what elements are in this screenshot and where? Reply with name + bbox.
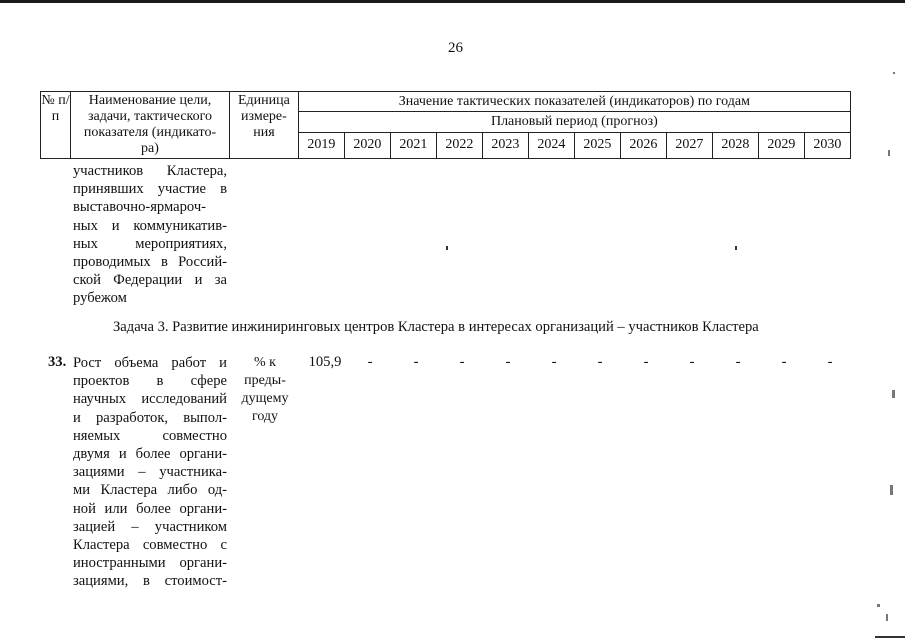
year-2026: 2026 (620, 132, 666, 158)
unit-line: году (251, 409, 279, 424)
scan-speck (886, 614, 888, 621)
text-line: проектов в сфере (73, 373, 227, 390)
continued-indicator-name (73, 162, 227, 308)
header-values-title: Значение тактических показателей (индикаторов) по годам (298, 92, 850, 112)
header-number (41, 92, 71, 159)
scan-speck (877, 604, 880, 607)
text-line: Кластера совместно с (73, 537, 227, 554)
text-line: ных мероприятиях, (73, 235, 227, 252)
row-33-value-2023: - (505, 354, 511, 370)
year-2027: 2027 (666, 132, 712, 158)
scan-mark (446, 246, 448, 250)
text-line: няемых совместно (73, 427, 227, 444)
header-number-label: № п/п (41, 93, 70, 124)
unit-line: % к (254, 355, 276, 370)
year-2020: 2020 (344, 132, 390, 158)
year-2021: 2021 (390, 132, 436, 158)
row-33-value-2026: - (643, 354, 649, 370)
header-name-label: Наименование цели, задачи, тактического показателя (индикато-ра) (83, 93, 217, 156)
text-line: выставочно-ярмароч- (73, 199, 207, 216)
year-2028: 2028 (712, 132, 758, 158)
scan-speck (875, 636, 905, 638)
text-line: ных и коммуникатив- (73, 217, 227, 234)
text-line: иностранными органи- (73, 555, 227, 572)
year-2019: 2019 (298, 132, 344, 158)
row-33-value-2021: - (413, 354, 419, 370)
text-line: принявших участие в (73, 181, 227, 198)
row-33-indicator-name (73, 354, 227, 591)
text-line: зациями – участника- (73, 464, 227, 481)
year-2030: 2030 (804, 132, 850, 158)
unit-line: дущему (241, 391, 289, 406)
text-line: ми Кластера либо од- (73, 482, 227, 499)
row-33-value-2029: - (781, 354, 787, 370)
scan-speck (888, 150, 890, 156)
scan-speck (890, 485, 893, 495)
row-33-value-2024: - (551, 354, 557, 370)
text-line: зацией – участником (73, 518, 227, 535)
row-33-value-2022: - (459, 354, 465, 370)
year-2025: 2025 (574, 132, 620, 158)
row-33-value-2030: - (827, 354, 833, 370)
row-33-value-2019: 105,9 (308, 354, 342, 370)
row-33-value-2025: - (597, 354, 603, 370)
text-line: двумя и более органи- (73, 446, 227, 463)
indicator-table-header (40, 91, 851, 159)
row-33-value-2027: - (689, 354, 695, 370)
header-unit (230, 92, 299, 159)
year-2024: 2024 (528, 132, 574, 158)
text-line: рубежом (73, 290, 127, 307)
top-border-line (0, 0, 905, 3)
row-33-value-2028: - (735, 354, 741, 370)
year-2022: 2022 (436, 132, 482, 158)
row-33-number: 33. (48, 354, 67, 370)
year-2029: 2029 (758, 132, 804, 158)
row-33-value-2020: - (367, 354, 373, 370)
text-line: и разработок, выпол- (73, 409, 227, 426)
task-3-heading: Задача 3. Развитие инжиниринговых центров Кластера в интересах организаций – участников Кластера (113, 319, 759, 335)
text-line: Рост объема работ и (73, 355, 227, 371)
header-period: Плановый период (прогноз) (298, 112, 850, 132)
scan-speck (892, 390, 895, 398)
header-name (71, 92, 230, 159)
scan-mark (735, 246, 737, 250)
text-line: проводимых в Россий- (73, 254, 227, 271)
header-unit-label: Единица измере-ния (238, 93, 290, 140)
unit-line: преды- (244, 373, 286, 388)
scan-speck (893, 72, 895, 74)
page-number: 26 (448, 40, 463, 56)
row-33-unit (239, 354, 291, 426)
text-line: научных исследований (73, 391, 227, 408)
text-line: участников Кластера, (73, 163, 227, 179)
text-line: ской Федерации и за (73, 272, 227, 289)
text-line: ной или более органи- (73, 500, 227, 517)
year-2023: 2023 (482, 132, 528, 158)
text-line: зациями, в стоимост- (73, 573, 227, 590)
